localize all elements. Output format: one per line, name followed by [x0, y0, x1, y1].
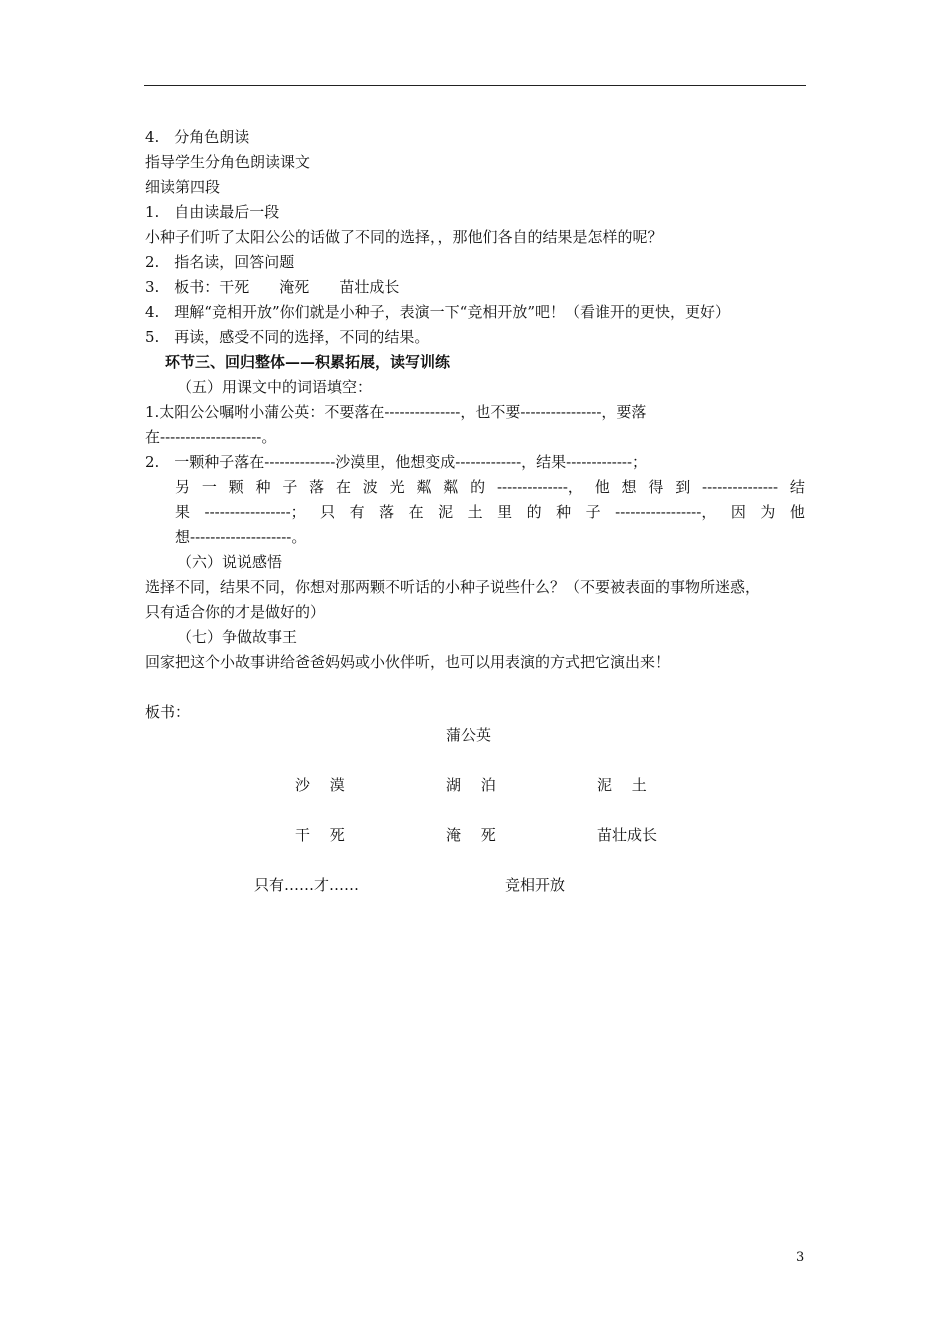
board-cell: 竞相开放	[505, 876, 566, 894]
text-fragment: 粼	[443, 478, 459, 496]
text-line: 4. 理解“竞相开放”你们就是小种子，表演一下“竞相开放”吧！（看谁开的更快，更好）	[145, 303, 730, 321]
text-fragment: 的	[470, 478, 486, 496]
text-line: 在--------------------。	[145, 428, 277, 446]
text-fragment: 到	[675, 478, 691, 496]
text-line: 细读第四段	[145, 178, 221, 196]
text-fragment: 他	[789, 503, 805, 521]
justified-line	[175, 502, 805, 522]
text-fragment: 有	[349, 503, 365, 521]
text-line: 2. 一颗种子落在--------------沙漠里，他想变成-------------，结果-------------；	[145, 453, 648, 471]
text-fragment: 在	[408, 503, 424, 521]
text-fragment: ---------------	[702, 478, 779, 496]
board-cell: 湖 泊	[446, 776, 496, 794]
text-fragment: 的	[526, 503, 542, 521]
text-fragment: 种	[255, 478, 271, 496]
header-rule	[144, 85, 806, 86]
text-fragment: 为	[760, 503, 776, 521]
text-line: 4. 分角色朗读	[145, 128, 250, 146]
text-line: 1.太阳公公嘱咐小蒲公英：不要落在---------------，也不要----------------，要落	[145, 403, 647, 421]
text-fragment: 只	[320, 503, 336, 521]
text-fragment: 因	[730, 503, 746, 521]
text-fragment: 一	[201, 478, 217, 496]
subsection-heading: （五）用课文中的词语填空：	[177, 378, 373, 396]
text-fragment: -----------------；	[204, 503, 306, 521]
text-line: 5. 再读，感受不同的选择，不同的结果。	[145, 328, 430, 346]
board-cell: 干 死	[295, 826, 345, 844]
board-cell: 泥 土	[597, 776, 647, 794]
text-fragment: 落	[379, 503, 395, 521]
text-fragment: 想	[621, 478, 637, 496]
text-fragment: 种	[556, 503, 572, 521]
text-fragment: 得	[648, 478, 664, 496]
text-fragment: 在	[335, 478, 351, 496]
text-fragment: --------------，	[496, 478, 583, 496]
text-fragment: 颗	[228, 478, 244, 496]
text-fragment: 光	[389, 478, 405, 496]
page-number: 3	[796, 1250, 805, 1265]
section-heading: 环节三、回归整体——积累拓展，读写训练	[165, 353, 451, 371]
text-fragment: 粼	[416, 478, 432, 496]
text-fragment: 果	[175, 503, 191, 521]
board-label: 板书：	[145, 703, 191, 721]
board-cell: 苗壮成长	[597, 826, 658, 844]
board-title: 蒲公英	[446, 726, 492, 744]
text-fragment: 泥	[438, 503, 454, 521]
text-line: 回家把这个小故事讲给爸爸妈妈或小伙伴听，也可以用表演的方式把它演出来！	[145, 653, 671, 671]
text-fragment: 另	[175, 478, 191, 496]
text-line: 想--------------------。	[175, 528, 307, 546]
text-line: 指导学生分角色朗读课文	[145, 153, 311, 171]
board-cell: 沙 漠	[295, 776, 345, 794]
subsection-heading: （七）争做故事王	[177, 628, 298, 646]
text-fragment: 子	[585, 503, 601, 521]
text-fragment: 结	[789, 478, 805, 496]
text-fragment: -----------------，	[615, 503, 717, 521]
text-fragment: 波	[362, 478, 378, 496]
text-line: 只有适合你的才是做好的）	[145, 603, 326, 621]
text-line: 小种子们听了太阳公公的话做了不同的选择，，那他们各自的结果是怎样的呢？	[145, 228, 663, 246]
text-fragment: 里	[497, 503, 513, 521]
text-fragment: 落	[309, 478, 325, 496]
board-cell: 淹 死	[446, 826, 496, 844]
justified-line	[175, 477, 805, 497]
subsection-heading: （六）说说感悟	[177, 553, 283, 571]
text-fragment: 他	[594, 478, 610, 496]
text-line: 3. 板书：干死 淹死 苗壮成长	[145, 278, 400, 296]
text-line: 1. 自由读最后一段	[145, 203, 280, 221]
text-fragment: 土	[467, 503, 483, 521]
text-fragment: 子	[282, 478, 298, 496]
text-line: 2. 指名读，回答问题	[145, 253, 295, 271]
text-line: 选择不同，结果不同，你想对那两颗不听话的小种子说些什么？（不要被表面的事物所迷惑，	[145, 578, 761, 596]
board-cell: 只有……才……	[254, 876, 360, 894]
